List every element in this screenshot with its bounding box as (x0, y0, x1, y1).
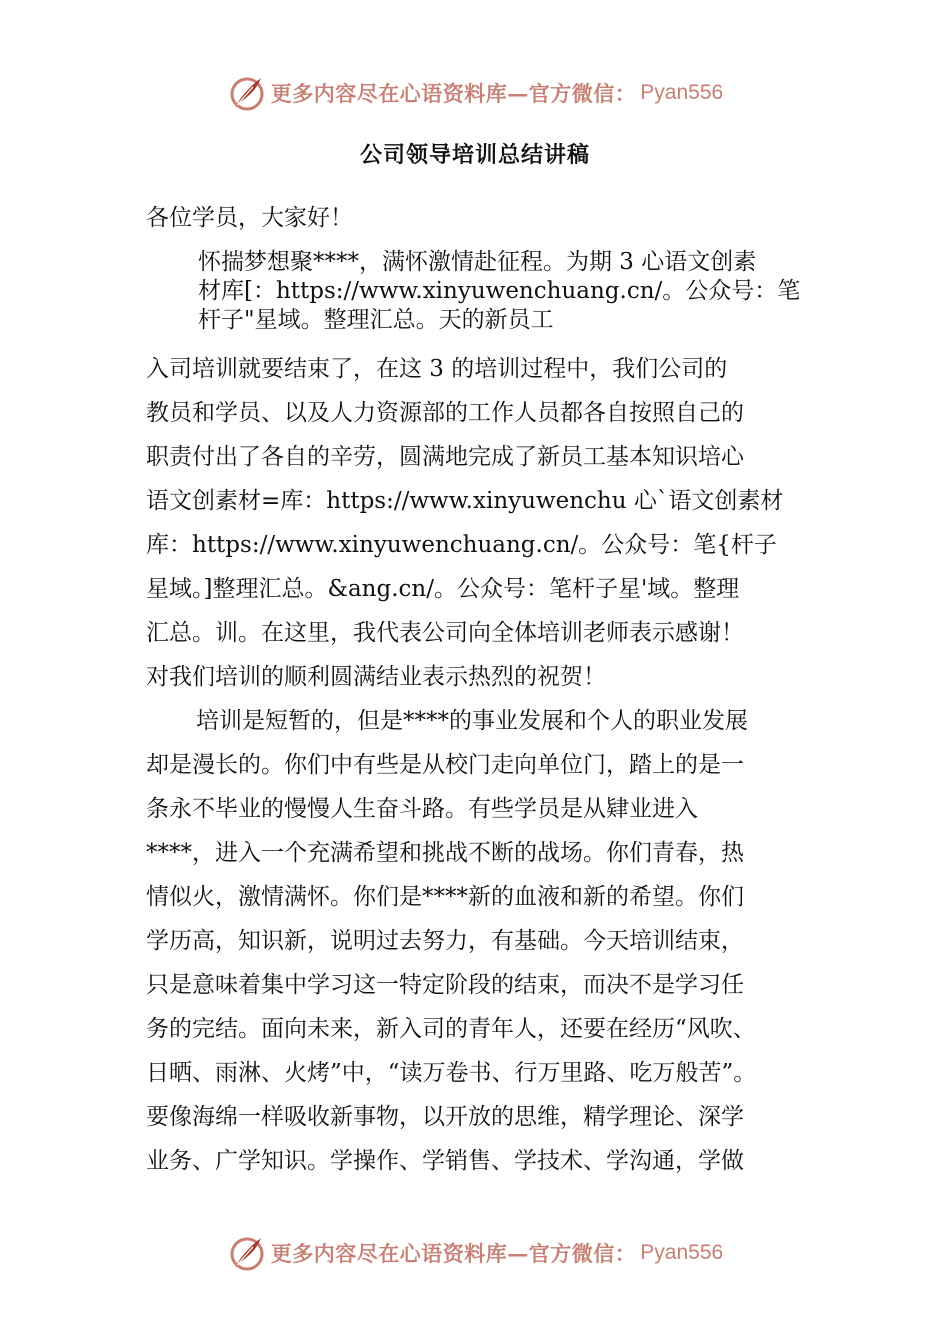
quill-logo-icon (227, 1233, 267, 1273)
wechat-id: Pyan556 (640, 81, 724, 104)
paragraph-line: 却是漫长的。你们中有些是从校门走向单位门，踏上的是一 (146, 752, 744, 778)
document-title: 公司领导培训总结讲稿 (359, 143, 590, 168)
quill-logo-icon (227, 73, 267, 113)
paragraph-line: 务的完结。面向未来，新入司的青年人，还要在经历“风吹、 (146, 1016, 756, 1042)
paragraph-2 (146, 699, 826, 1183)
paragraph-line: 库：https://www.xinyuwenchuang.cn/。公众号：笔{杆子 (146, 532, 777, 558)
quote-line: 材库[：https://www.xinyuwenchuang.cn/。公众号：笔 (198, 278, 801, 304)
paragraph-line: 职责付出了各自的辛劳，圆满地完成了新员工基本知识培心 (146, 444, 744, 470)
paragraph-line: 条永不毕业的慢慢人生奋斗路。有些学员是从肄业进入 (146, 796, 698, 822)
wechat-id: Pyan556 (640, 1241, 724, 1264)
paragraph-line: 要像海绵一样吸收新事物，以开放的思维，精学理论、深学 (146, 1104, 744, 1130)
quote-line: 杆子"星域。整理汇总。天的新员工 (198, 307, 554, 333)
quote-line: 怀揣梦想聚****，满怀激情赴征程。为期 3 心语文创素 (198, 249, 757, 275)
header-watermark-banner (0, 68, 950, 118)
paragraph-line: 星域。]整理汇总。&ang.cn/。公众号：笔杆子星'域。整理 (146, 576, 740, 602)
greeting: 各位学员，大家好！ (146, 205, 353, 231)
paragraph-line: 日晒、雨淋、火烤”中，“读万卷书、行万里路、吃万般苦”。 (146, 1060, 757, 1086)
paragraph-line: 教员和学员、以及人力资源部的工作人员都各自按照自己的 (146, 400, 744, 426)
paragraph-line: 汇总。训。在这里，我代表公司向全体培训老师表示感谢！ (146, 620, 744, 646)
paragraph-1 (146, 347, 826, 699)
watermark-text: 更多内容尽在心语资料库—官方微信： (270, 1241, 637, 1266)
paragraph-line: 学历高，知识新，说明过去努力，有基础。今天培训结束， (146, 928, 744, 954)
footer-watermark-banner (0, 1228, 950, 1278)
paragraph-line: 对我们培训的顺利圆满结业表示热烈的祝贺！ (146, 664, 606, 690)
paragraph-line: 只是意味着集中学习这一特定阶段的结束，而决不是学习任 (146, 972, 744, 998)
document-body (146, 196, 826, 1183)
paragraph-line: 入司培训就要结束了，在这 3 的培训过程中，我们公司的 (146, 356, 728, 382)
paragraph-line: 培训是短暂的，但是****的事业发展和个人的职业发展 (196, 708, 748, 734)
paragraph-line: 业务、广学知识。学操作、学销售、学技术、学沟通，学做 (146, 1148, 744, 1174)
quote-block (198, 248, 826, 335)
paragraph-line: 语文创素材=库：https://www.xinyuwenchu 心`语文创素材 (146, 488, 784, 514)
paragraph-line: 情似火，激情满怀。你们是****新的血液和新的希望。你们 (146, 884, 744, 910)
watermark-text: 更多内容尽在心语资料库—官方微信： (270, 81, 637, 106)
paragraph-line: ****，进入一个充满希望和挑战不断的战场。你们青春，热 (146, 840, 744, 866)
